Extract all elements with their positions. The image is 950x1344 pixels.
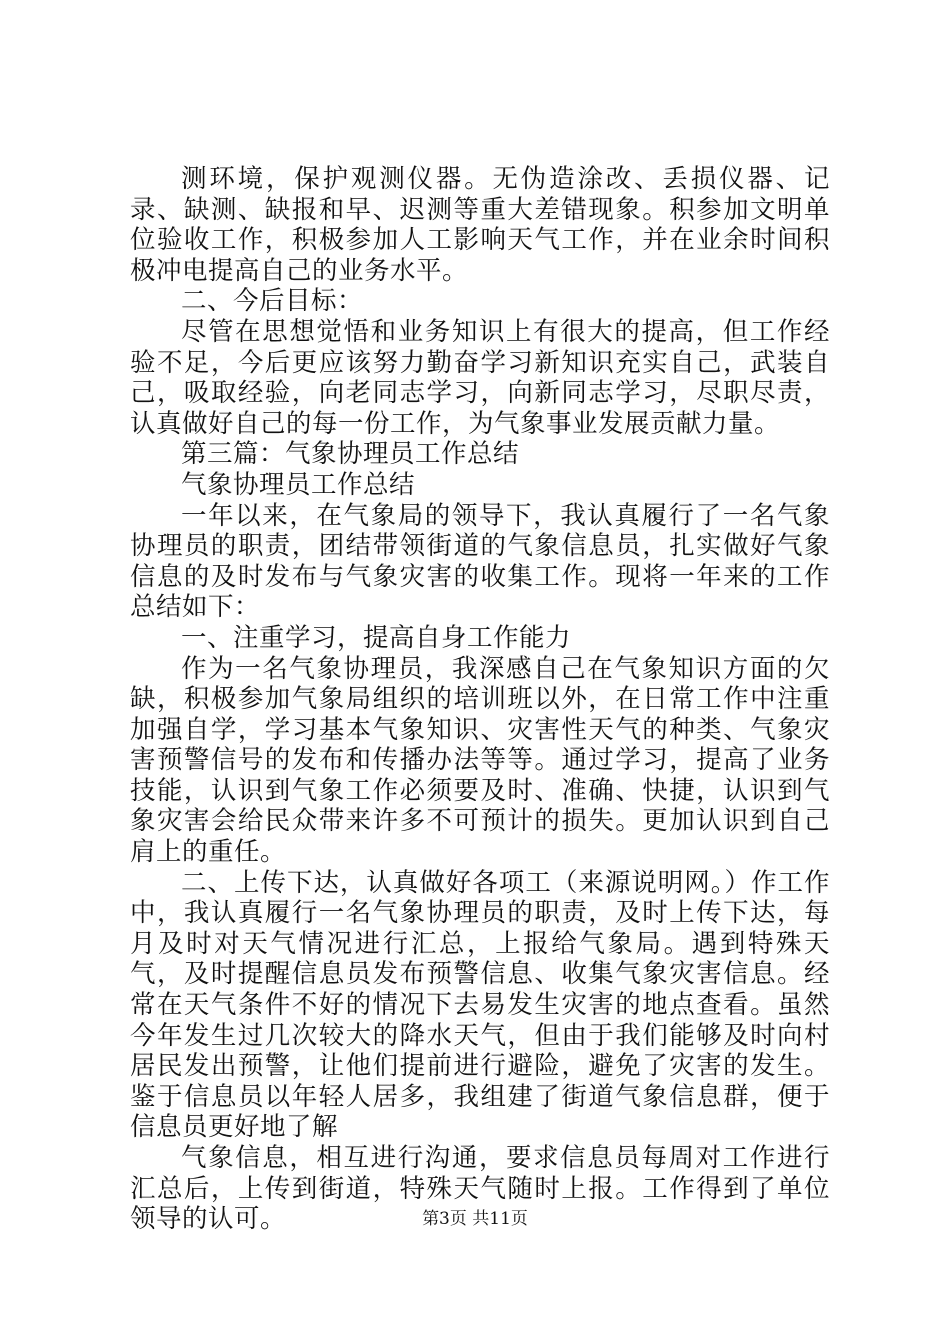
paragraph-6: 一年以来，在气象局的领导下，我认真履行了一名气象协理员的职责，团结带领街道的气象信息员，扎实做好气象信息的及时发布与气象灾害的收集工作。现将一年来的工作总结如下： [130, 500, 830, 623]
paragraph-10: 气象信息，相互进行沟通，要求信息员每周对工作进行汇总后，上传到街道，特殊天气随时上报。工作得到了单位领导的认可。 [130, 1143, 830, 1235]
paragraph-9: 二、上传下达，认真做好各项工（来源说明网。）作工作中，我认真履行一名气象协理员的职责，及时上传下达，每月及时对天气情况进行汇总，上报给气象局。遇到特殊天气，及时提醒信息员发布预警信息、收集气象灾害信息。经常在天气条件不好的情况下去易发生灾害的地点查看。虽然今年发生过几次较大的降水天气，但由于我们能够及时向村居民发出预警，让他们提前进行避险，避免了灾害的发生。鉴于信息员以年轻人居多，我组建了街道气象信息群，便于信息员更好地了解 [130, 867, 830, 1143]
paragraph-4: 第三篇：气象协理员工作总结 [181, 439, 520, 470]
paragraph-1: 测环境，保护观测仪器。无伪造涂改、丢损仪器、记录、缺测、缺报和早、迟测等重大差错现象。积参加文明单位验收工作，积极参加人工影响天气工作，并在业余时间积极冲电提高自己的业务水平。 [130, 164, 830, 286]
paragraph-2: 二、今后目标： [181, 286, 364, 317]
page-number-footer: 第3页 共11页 [422, 1209, 528, 1229]
paragraph-8: 作为一名气象协理员，我深感自己在气象知识方面的欠缺，积极参加气象局组织的培训班以外，在日常工作中注重加强自学，学习基本气象知识、灾害性天气的种类、气象灾害预警信号的发布和传播办法等等。通过学习，提高了业务技能，认识到气象工作必须要及时、准确、快捷，认识到气象灾害会给民众带来许多不可预计的损失。更加认识到自己肩上的重任。 [130, 653, 830, 868]
document-body [130, 164, 830, 1235]
paragraph-3: 尽管在思想觉悟和业务知识上有很大的提高，但工作经验不足，今后更应该努力勤奋学习新知识充实自己，武装自己，吸取经验，向老同志学习，向新同志学习，尽职尽责，认真做好自己的每一份工作，为气象事业发展贡献力量。 [130, 316, 830, 439]
paragraph-5: 气象协理员工作总结 [181, 469, 416, 500]
paragraph-7: 一、注重学习，提高自身工作能力 [181, 622, 572, 653]
